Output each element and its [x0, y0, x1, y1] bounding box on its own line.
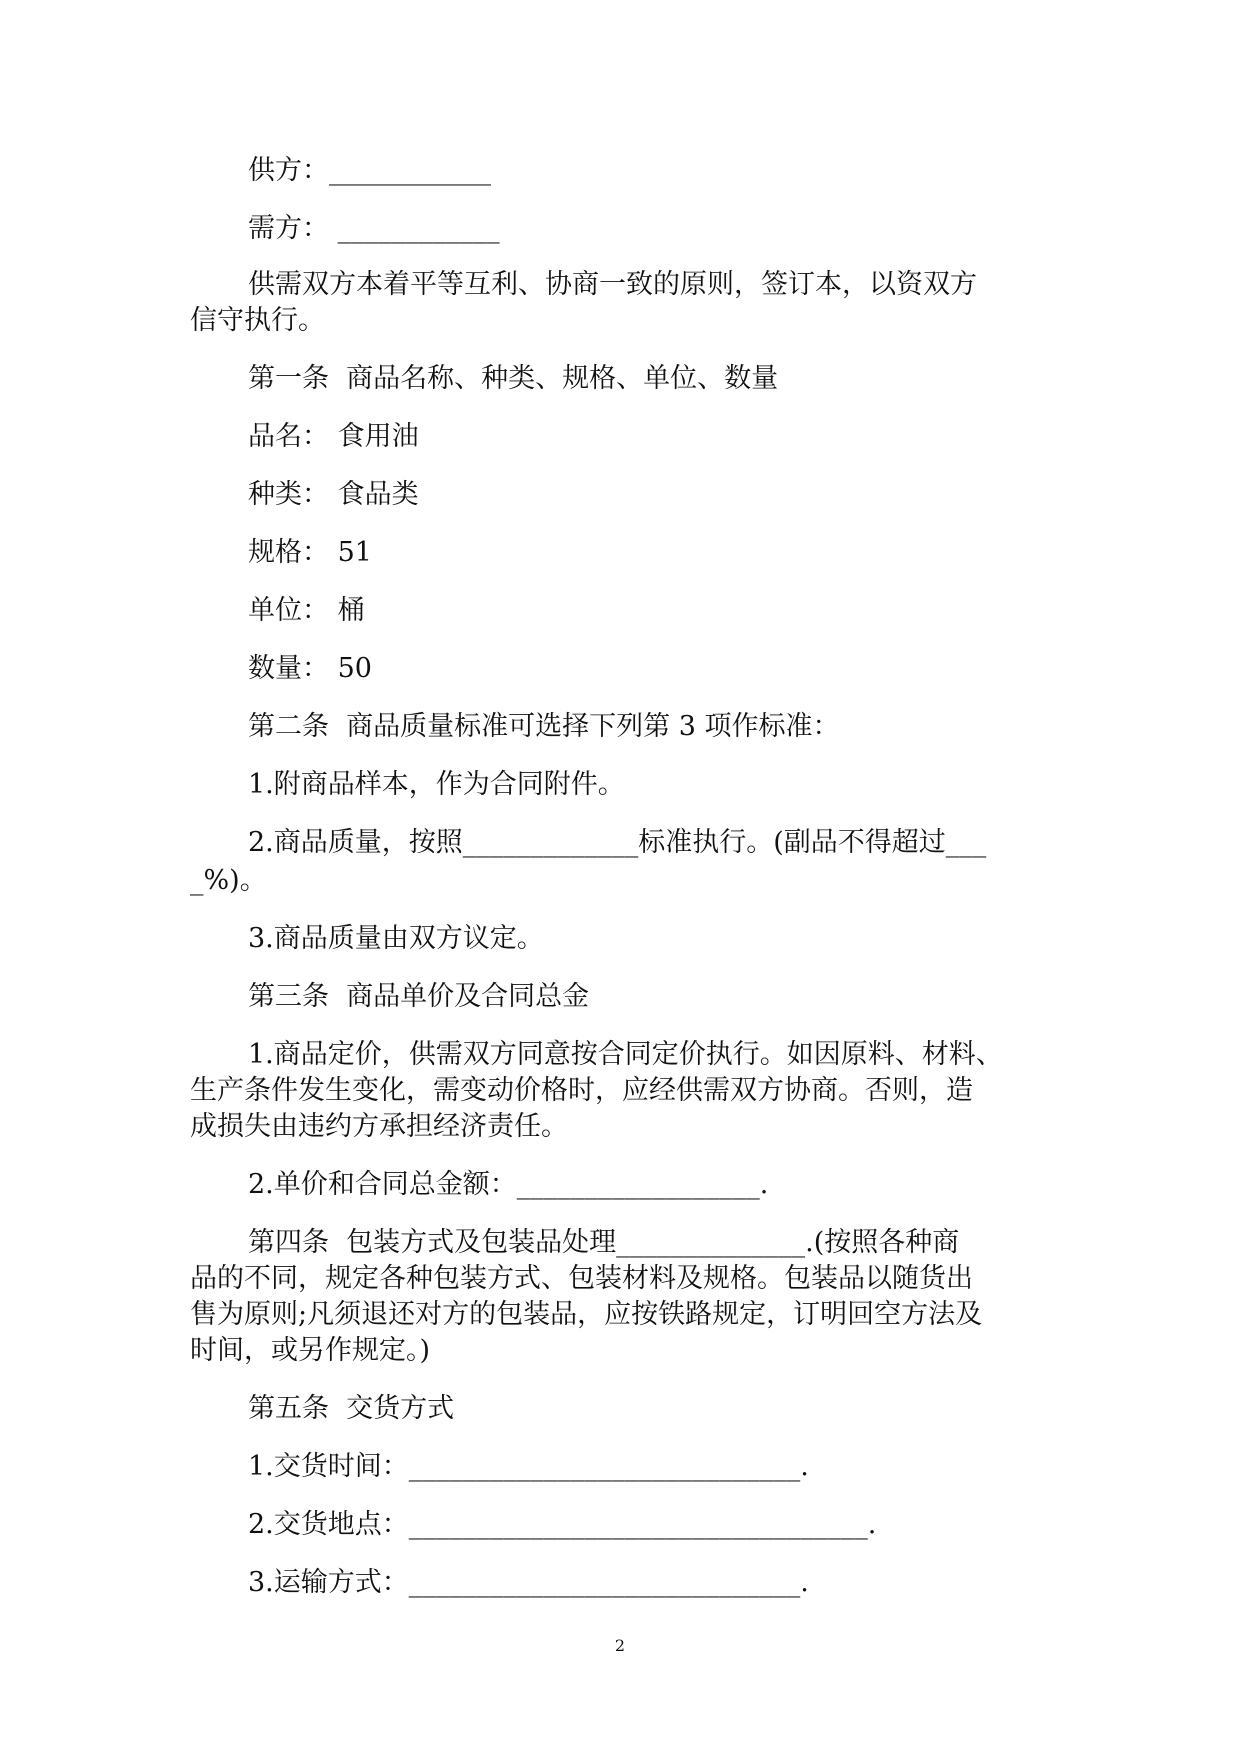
- supplier-line: 供方：____________: [248, 155, 491, 186]
- quality-item-1: 1.附商品样本，作为合同附件。: [248, 769, 625, 800]
- transport-method-line: 3.运输方式：_____________________________.: [248, 1567, 809, 1598]
- article-1-heading: 第一条 商品名称、种类、规格、单位、数量: [248, 363, 779, 394]
- pricing-item-2: 2.单价和合同总金额：__________________.: [248, 1169, 769, 1200]
- preamble-line-2: 信守执行。: [190, 305, 325, 336]
- unit-line: 单位： 桶: [248, 595, 365, 626]
- article-4-line-4: 时间，或另作规定。): [190, 1335, 431, 1366]
- pricing-item-1-line-2: 生产条件发生变化，需变动价格时，应经供需双方协商。否则，造: [190, 1075, 973, 1106]
- article-2-heading: 第二条 商品质量标准可选择下列第 3 项作标准：: [248, 711, 840, 742]
- article-4-line-3: 售为原则;凡须退还对方的包装品，应按铁路规定，订明回空方法及: [190, 1299, 983, 1330]
- article-5-heading: 第五条 交货方式: [248, 1393, 455, 1424]
- delivery-place-line: 2.交货地点：__________________________________.: [248, 1509, 877, 1540]
- pricing-item-1-line-3: 成损失由违约方承担经济责任。: [190, 1111, 568, 1142]
- product-name-line: 品名： 食用油: [248, 421, 419, 452]
- specification-line: 规格： 51: [248, 537, 372, 568]
- page-number: 2: [614, 1636, 626, 1655]
- quality-item-2-line-2: _%)。: [190, 865, 267, 896]
- article-3-heading: 第三条 商品单价及合同总金: [248, 981, 590, 1012]
- quality-item-2-line-1: 2.商品质量，按照_____________标准执行。(副品不得超过___: [248, 827, 987, 858]
- buyer-line: 需方： ____________: [248, 213, 500, 244]
- article-4-line-2: 品的不同，规定各种包装方式、包装材料及规格。包装品以随货出: [190, 1263, 973, 1294]
- pricing-item-1-line-1: 1.商品定价，供需双方同意按合同定价执行。如因原料、材料、: [248, 1039, 1003, 1070]
- preamble-line-1: 供需双方本着平等互利、协商一致的原则，签订本，以资双方: [248, 269, 977, 300]
- category-line: 种类： 食品类: [248, 479, 419, 510]
- article-4-line-1: 第四条 包装方式及包装品处理______________.(按照各种商: [248, 1227, 960, 1258]
- delivery-time-line: 1.交货时间：_____________________________.: [248, 1451, 809, 1482]
- quality-item-3: 3.商品质量由双方议定。: [248, 923, 544, 954]
- quantity-line: 数量： 50: [248, 653, 372, 684]
